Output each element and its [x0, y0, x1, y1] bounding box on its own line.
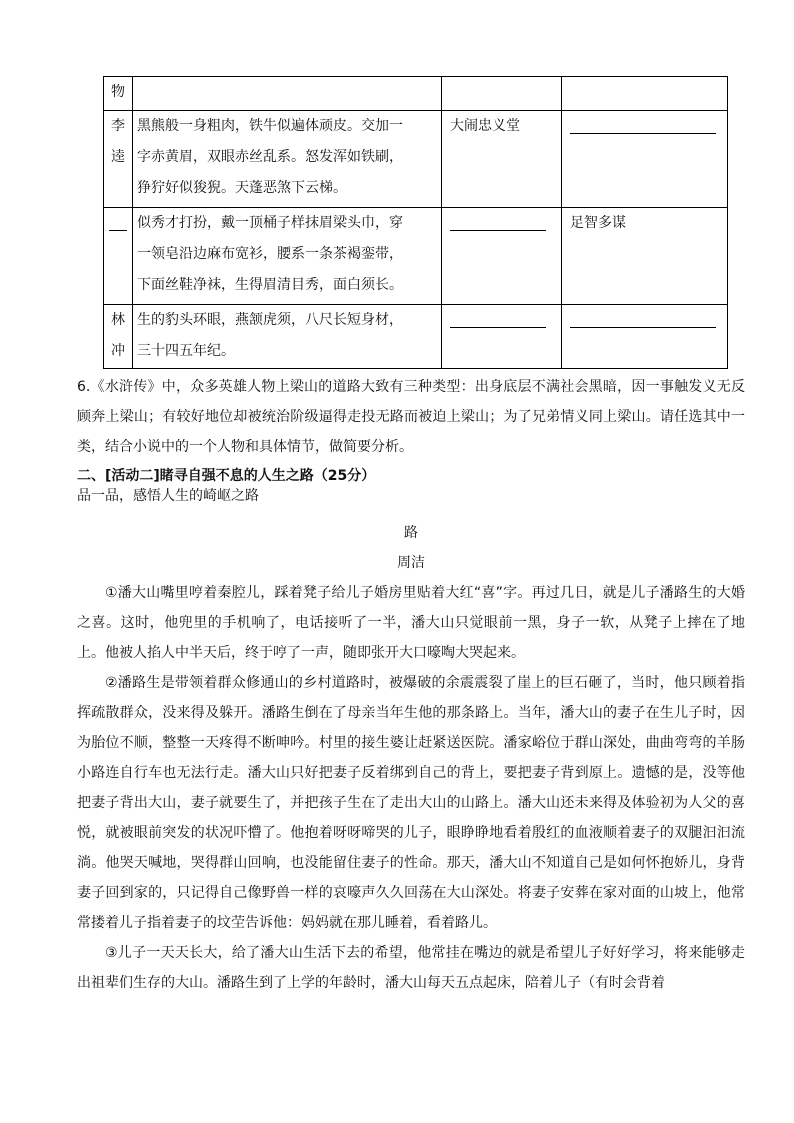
event-cell: [442, 208, 562, 305]
description-cell: [133, 111, 442, 208]
section-subtitle: 品一品，感悟人生的崎岖之路: [77, 488, 259, 504]
name-text: 物: [111, 84, 125, 100]
description-line: 字赤黄眉，双眼赤丝乱系。怒发浑如铁刷，: [137, 149, 403, 165]
event-text: 大闹忠义堂: [450, 118, 520, 134]
description-line: 似秀才打扮，戴一顶桶子样抹眉梁头巾，穿: [137, 215, 403, 231]
article-author: 周洁: [397, 555, 425, 571]
article: [77, 518, 745, 998]
article-paragraph: ③儿子一天天长大，给了潘大山生活下去的希望，他常挂在嘴边的就是希望儿子好好学习，将来能够走出祖辈们生存的大山。潘路生到了上学的年龄时，潘大山每天五点起床，陪着儿子（有时会背着: [77, 945, 745, 991]
description-line: 黑熊般一身粗肉，铁牛似遍体顽皮。交加一: [137, 118, 403, 134]
description-line: 下面丝鞋净袜，生得眉清目秀，面白须长。: [137, 277, 403, 293]
name-cell: [104, 77, 133, 111]
table-row: [104, 77, 728, 111]
article-paragraph: ②潘路生是带领着群众修通山的乡村道路时，被爆破的余震震裂了崖上的巨石砸了，当时，他只顾着指挥疏散群众，没来得及躲开。潘路生倒在了母亲当年生他的那条路上。当年，潘大山的妻子在生儿子时，因为胎位不顺，整整一天疼得不断呻吟。村里的接生婆让赶紧送医院。潘家峪位于群山深处，曲曲弯弯的羊肠小路连自行车也无法行走。潘大山只好把妻子反着绑到自己的背上，要把妻子背到原上。遗憾的是，没等他把妻子背出大山，妻子就要生了，并把孩子生在了走出大山的山路上。潘大山还未来得及体验初为人父的喜悦，就被眼前突发的状况吓懵了。他抱着呀呀啼哭的儿子，眼睁睁地看着殷红的血液顺着妻子的双腿汩汩流淌。他哭天喊地，哭得群山回响，也没能留住妻子的性命。那天，潘大山不知道自己是如何怀抱娇儿，身背妻子回到家的，只记得自己像野兽一样的哀嚎声久久回荡在大山深处。将妻子安葬在家对面的山坡上，他常常搂着儿子指着妻子的坟茔告诉他：妈妈就在那儿睡着，看着路儿。: [77, 675, 745, 931]
name-cell: [104, 305, 133, 369]
fill-blank[interactable]: [570, 119, 716, 134]
section-title: 二、[活动二]睹寻自强不息的人生之路（25分）: [77, 468, 376, 484]
name-char: 逵: [111, 149, 125, 165]
event-cell: [442, 305, 562, 369]
name-char: 李: [111, 118, 125, 134]
name-cell: [104, 208, 133, 305]
question-6: [77, 372, 745, 462]
description-cell: [133, 305, 442, 369]
table-row: [104, 305, 728, 369]
description-cell: [133, 208, 442, 305]
fill-blank[interactable]: [450, 313, 546, 328]
trait-cell: [562, 77, 728, 111]
event-cell: [442, 77, 562, 111]
trait-text: 足智多谋: [570, 215, 626, 231]
description-cell: [133, 77, 442, 111]
fill-blank[interactable]: [450, 216, 546, 231]
question-6-text: 6.《水浒传》中，众多英雄人物上梁山的道路大致有三种类型：出身底层不满社会黑暗，因一事触发义无反顾奔上梁山；有较好地位却被统治阶级逼得走投无路而被迫上梁山；为了兄弟情义同上梁山。请任选其中一类，结合小说中的一个人物和具体情节，做简要分析。: [77, 379, 745, 455]
article-paragraph: ①潘大山嘴里哼着秦腔儿，踩着凳子给儿子婚房里贴着大红“喜”字。再过几日，就是儿子潘路生的大婚之喜。这时，他兜里的手机响了，电话接听了一半，潘大山只觉眼前一黑，身子一软，从凳子上摔在了地上。他被人掐人中半天后，终于哼了一声，随即张开大口嚎啕大哭起来。: [77, 585, 745, 661]
name-char: 林: [111, 312, 125, 328]
description-line: 生的豹头环眼，燕颔虎须，八尺长短身材，: [137, 312, 403, 328]
description-line: 一领皂沿边麻布宽衫，腰系一条茶褐銮带，: [137, 246, 403, 262]
description-line: 狰狞好似狻猊。天蓬恶煞下云梯。: [137, 180, 347, 196]
trait-cell: [562, 111, 728, 208]
trait-cell: [562, 305, 728, 369]
section-2-header: [77, 466, 745, 506]
trait-cell: [562, 208, 728, 305]
article-title: 路: [404, 525, 418, 541]
fill-blank[interactable]: [570, 313, 716, 328]
name-char: 冲: [111, 343, 125, 359]
name-cell: [104, 111, 133, 208]
fill-blank[interactable]: [109, 216, 127, 231]
table-row: [104, 208, 728, 305]
event-cell: [442, 111, 562, 208]
description-line: 三十四五年纪。: [137, 343, 235, 359]
table-row: [104, 111, 728, 208]
character-table: [103, 76, 728, 369]
